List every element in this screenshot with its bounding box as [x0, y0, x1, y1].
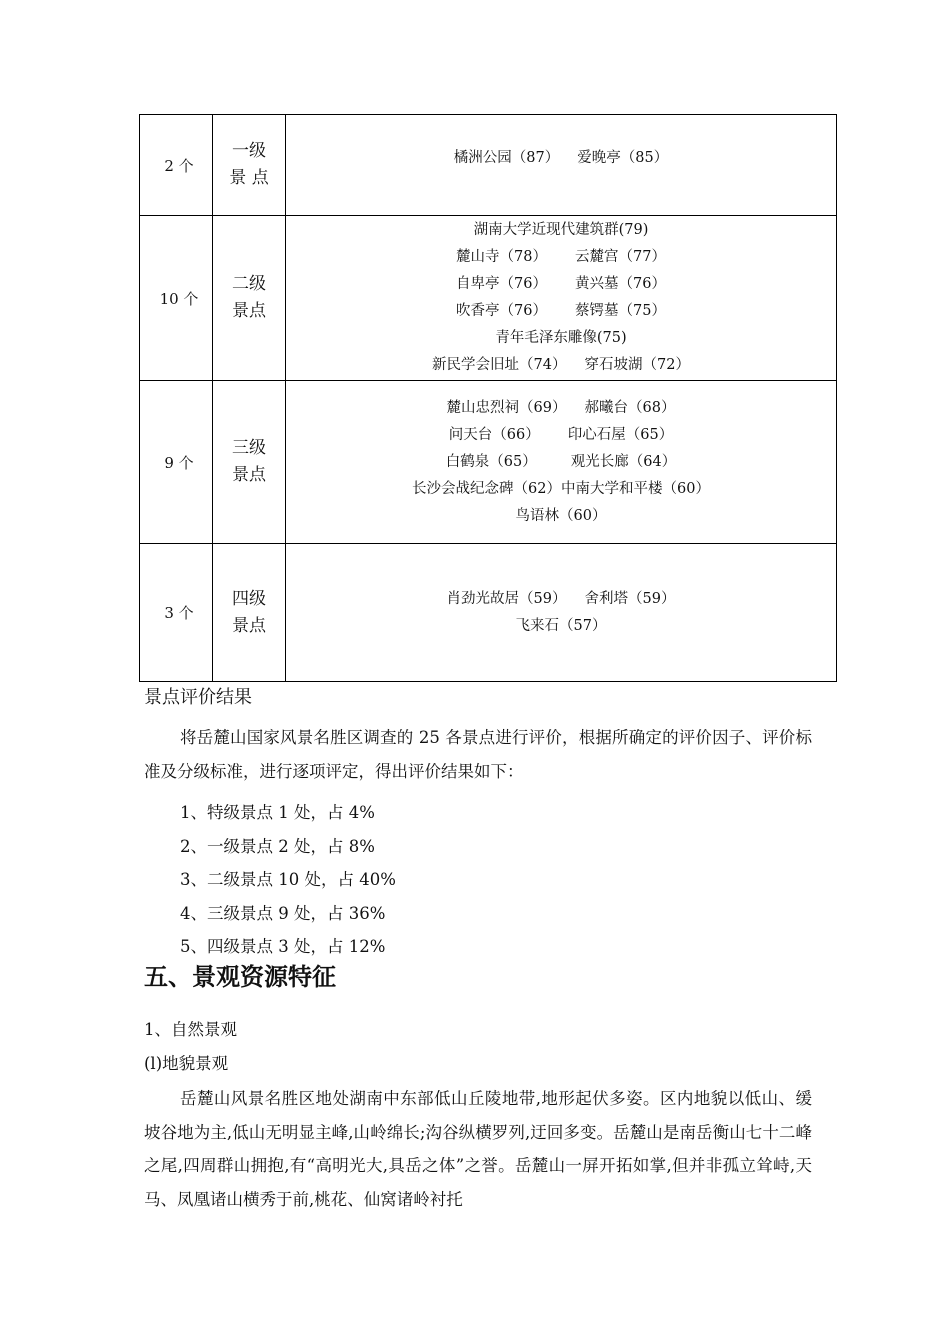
spot-line: 长沙会战纪念碑（62）中南大学和平楼（60）	[412, 480, 710, 497]
list-item: 3、二级景点 10 处，占 40%	[180, 870, 396, 889]
count-cell: 10 个	[140, 216, 213, 381]
level-cell: 三级 景点	[213, 381, 286, 544]
list-item: 2、一级景点 2 处，占 8%	[180, 836, 375, 856]
spot-line: 新民学会旧址（74） 穿石坡湖（72）	[432, 357, 690, 373]
spot-line: 问天台（66） 印心石屋（65）	[448, 426, 674, 443]
count-cell: 3 个	[140, 544, 213, 682]
level-cell: 一级 景 点	[213, 115, 286, 216]
spot-line: 飞来石（57）	[515, 617, 607, 634]
list-item: 5、四级景点 3 处，占 12%	[180, 937, 386, 956]
spot-line: 白鹤泉（65） 观光长廊（64）	[445, 453, 677, 470]
subsection-heading: 1、自然景观	[144, 1020, 237, 1039]
results-list	[180, 796, 396, 964]
table-row	[140, 544, 837, 682]
level-cell: 二级 景点	[213, 216, 286, 381]
scenic-spot-grade-table	[139, 114, 837, 682]
body-paragraph: 岳麓山风景名胜区地处湖南中东部低山丘陵地带,地形起伏多姿。区内地貌以低山、缓坡谷地为主,低山无明显主峰,山岭绵长;沟谷纵横罗列,迂回多变。岳麓山是南岳衡山七十二峰之尾,四周群山拥抱,有“高明光大,具岳之体”之誉。岳麓山一屏开拓如掌,但并非孤立耸峙,天马、凤凰诸山横秀于前,桃花、仙窝诸岭衬托	[144, 1089, 812, 1209]
list-item: 1、特级景点 1 处，占 4%	[180, 803, 375, 822]
count-cell: 9 个	[140, 381, 213, 544]
table-row	[140, 216, 837, 381]
level-cell: 四级 景点	[213, 544, 286, 682]
count-cell: 2 个	[140, 115, 213, 216]
table-row	[140, 381, 837, 544]
spots-cell	[286, 544, 837, 682]
section-heading: 五、景观资源特征	[144, 963, 336, 991]
spot-line: 湖南大学近现代建筑群(79)	[473, 222, 649, 238]
spot-line: 麓山忠烈祠（69） 郝曦台（68）	[446, 399, 676, 416]
table-row	[140, 115, 837, 216]
spots-cell	[286, 381, 837, 544]
spot-line: 肖劲光故居（59） 舍利塔（59）	[446, 590, 676, 607]
spot-line: 青年毛泽东雕像(75)	[495, 330, 627, 346]
table-caption: 景点评价结果	[144, 687, 252, 708]
spot-line: 鸟语林（60）	[515, 507, 607, 524]
list-item: 4、三级景点 9 处，占 36%	[180, 903, 386, 923]
intro-paragraph: 将岳麓山国家风景名胜区调查的 25 各景点进行评价，根据所确定的评价因子、评价标准及分级标准，进行逐项评定，得出评价结果如下：	[144, 728, 812, 781]
spot-line: 麓山寺（78） 云麓宫（77）	[456, 249, 666, 265]
spot-line: 吹香亭（76） 蔡锷墓（75）	[456, 303, 666, 319]
spots-cell	[286, 216, 837, 381]
subsubsection-heading: (l)地貌景观	[144, 1054, 229, 1073]
spot-line: 自卑亭（76） 黄兴墓（76）	[456, 276, 666, 292]
spots-cell	[286, 115, 837, 216]
spot-line: 橘洲公园（87） 爱晚亭（85）	[453, 150, 669, 166]
